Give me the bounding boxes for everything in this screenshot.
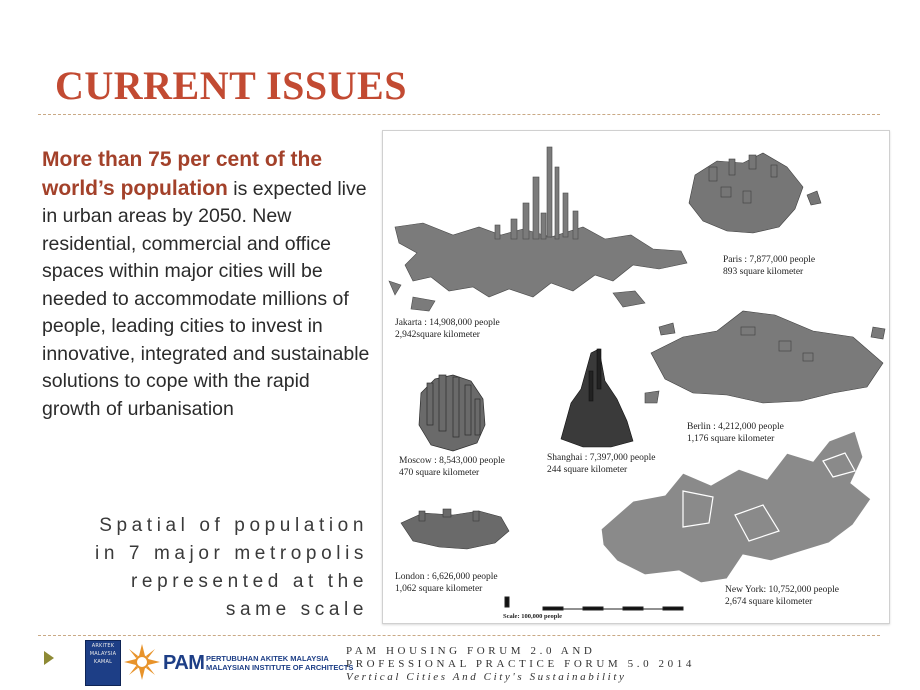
figure-caption [40,512,368,624]
label-berlin: Berlin : 4,212,000 people 1,176 square kilometer [687,422,784,444]
shanghai-map [561,349,633,447]
arkitek-logo: ARKITEK MALAYSIA KAMAL [85,640,121,686]
caption-line-3: represented at the [130,571,368,592]
city-maps-illustration [383,131,889,623]
label-moscow: Moscow : 8,543,000 people 470 square kilometer [399,456,505,478]
caption-line-2: in 7 major metropolis [95,543,368,564]
label-jakarta: Jakarta : 14,908,000 people 2,942square kilometer [395,318,500,340]
next-arrow-icon[interactable] [44,651,54,665]
london-map [401,509,509,549]
label-london: London : 6,626,000 people 1,062 square kilometer [395,572,498,594]
bottom-divider [38,635,880,636]
pam-full-name: PERTUBUHAN AKITEK MALAYSIA MALAYSIAN INSTITUTE OF ARCHITECTS [206,654,354,672]
label-shanghai: Shanghai : 7,397,000 people 244 square kilometer [547,453,656,475]
body-paragraph [42,146,372,423]
berlin-map [645,311,885,403]
moscow-map [419,375,485,451]
slide-title: CURRENT ISSUES [55,63,407,108]
body-highlight: More than 75 per cent of the world’s population [42,148,323,200]
body-text: is expected live in urban areas by 2050. New residential, commercial and office spaces within major cities will be needed to accommodate millions of people, leading cities to invest in innovative, integrated and sustainable solutions to cope with the rapid growth of urbanisation [42,177,370,420]
top-divider [38,114,880,115]
caption-line-1: Spatial of population [99,515,368,536]
forum-line-2: PROFESSIONAL PRACTICE FORUM 5.0 2014 [346,658,695,670]
city-population-figure [382,130,890,624]
label-paris: Paris : 7,877,000 people 893 square kilometer [723,255,816,277]
forum-title [346,645,695,684]
paris-map [689,153,821,233]
caption-line-4: same scale [225,599,368,620]
forum-line-1: PAM HOUSING FORUM 2.0 AND [346,645,596,657]
jakarta-map [389,147,687,311]
scale-label: Scale: 100,000 people [503,613,563,620]
pam-sun-logo-icon [124,644,160,680]
forum-line-3: Vertical Cities And City's Sustainability [346,671,627,683]
scale-bar [505,597,683,610]
label-newyork: New York: 10,752,000 people 2,674 square kilometer [725,585,839,607]
pam-wordmark: PAM [163,652,205,674]
